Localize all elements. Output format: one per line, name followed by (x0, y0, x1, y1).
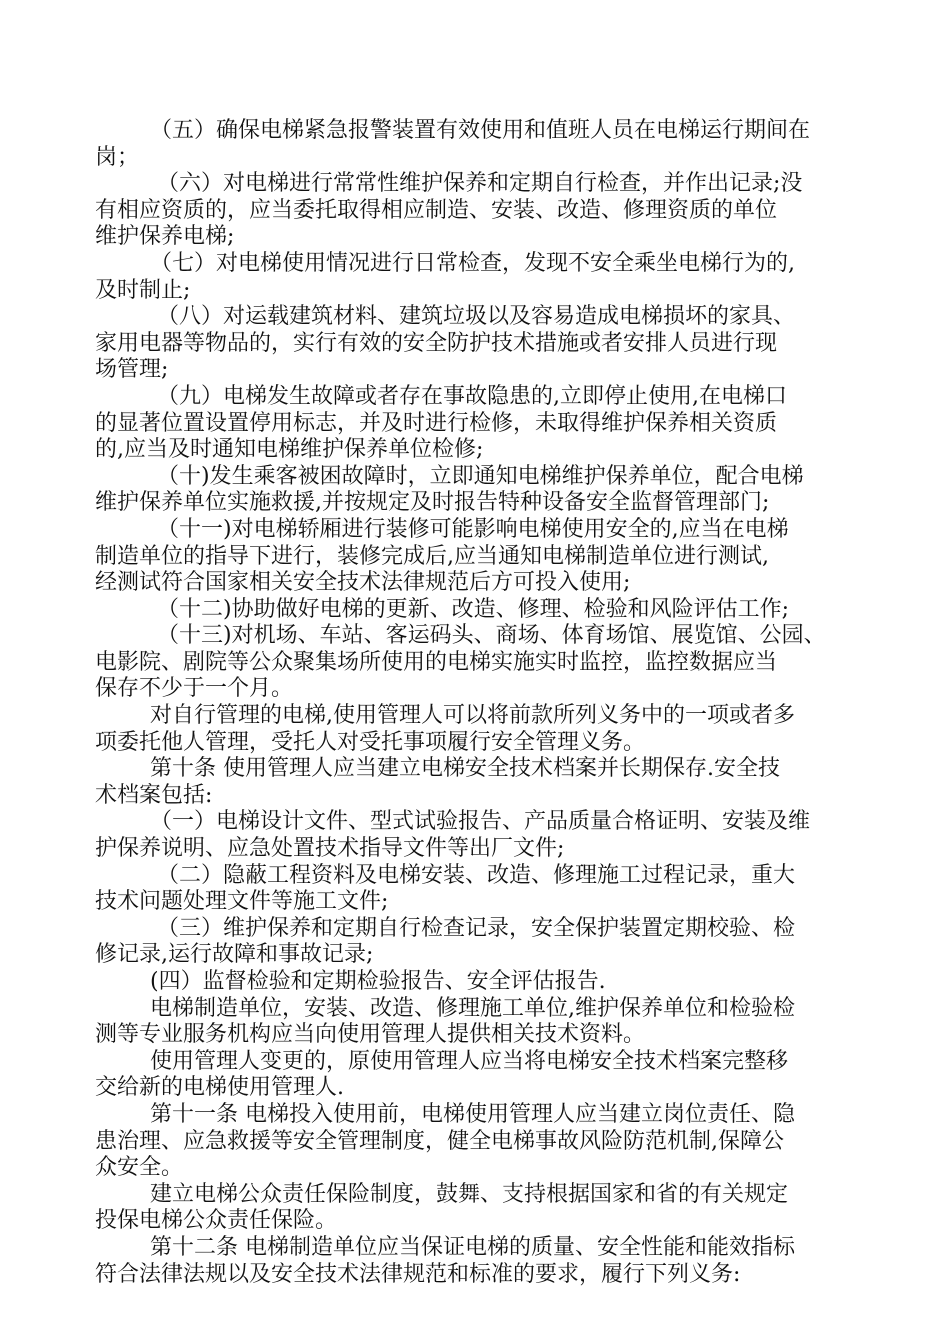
text-line: （六）对电梯进行常常性维护保养和定期自行检查，并作出记录;没 (157, 171, 803, 197)
text-line: 第十条 使用管理人应当建立电梯安全技术档案并长期保存.安全技 (150, 756, 780, 782)
text-line: 电梯制造单位，安装、改造、修理施工单位,维护保养单位和检验检 (150, 995, 795, 1021)
text-line: 维护保养单位实施救援,并按规定及时报告特种设备安全监督管理部门; (95, 490, 770, 516)
text-line: （十一)对电梯轿厢进行装修可能影响电梯使用安全的,应当在电梯 (157, 516, 789, 542)
text-line: （九）电梯发生故障或者存在事故隐患的,立即停止使用,在电梯口 (157, 383, 787, 409)
text-line: 术档案包括: (95, 782, 213, 808)
text-line: (四）监督检验和定期检验报告、安全评估报告. (150, 969, 606, 994)
text-line: 的,应当及时通知电梯维护保养单位检修; (95, 437, 484, 463)
text-line: 交给新的电梯使用管理人. (95, 1075, 344, 1101)
text-line: 患治理、应急救援等安全管理制度，健全电梯事故风险防范机制,保障公 (95, 1128, 784, 1154)
text-line: （十二)协助做好电梯的更新、改造、修理、检验和风险评估工作; (157, 596, 789, 622)
text-line: 经测试符合国家相关安全技术法律规范后方可投入使用; (95, 570, 631, 596)
text-line: （二）隐蔽工程资料及电梯安装、改造、修理施工过程记录，重大 (157, 862, 796, 888)
text-line: 家用电器等物品的，实行有效的安全防护技术措施或者安排人员进行现 (95, 330, 778, 356)
text-line: 投保电梯公众责任保险。 (95, 1208, 338, 1234)
text-line: 建立电梯公众责任保险制度，鼓舞、支持根据国家和省的有关规定 (150, 1181, 789, 1207)
text-line: 测等专业服务机构应当向使用管理人提供相关技术资料。 (95, 1022, 646, 1048)
text-line: 制造单位的指导下进行，装修完成后,应当通知电梯制造单位进行测试, (95, 543, 769, 569)
text-line: 保存不少于一个月。 (95, 676, 294, 702)
text-line: 项委托他人管理，受托人对受托事项履行安全管理义务。 (95, 729, 646, 755)
text-line: 电影院、剧院等公众聚集场所使用的电梯实施实时监控，监控数据应当 (95, 649, 778, 675)
text-line: 及时制止; (95, 277, 191, 303)
text-line: （七）对电梯使用情况进行日常检查，发现不安全乘坐电梯行为的, (150, 250, 795, 276)
document-body (95, 118, 865, 1288)
text-line: （八）对运载建筑材料、建筑垃圾以及容易造成电梯损坏的家具、 (157, 304, 796, 330)
text-line: 岗； (95, 144, 140, 170)
text-line: 第十二条 电梯制造单位应当保证电梯的质量、安全性能和能效指标 (150, 1234, 795, 1260)
text-line: （十)发生乘客被困故障时，立即通知电梯维护保养单位，配合电梯 (157, 463, 804, 489)
text-line: 使用管理人变更的，原使用管理人应当将电梯安全技术档案完整移 (150, 1048, 789, 1074)
text-line: 场管理; (95, 357, 169, 383)
text-line: （五）确保电梯紧急报警装置有效使用和值班人员在电梯运行期间在 (150, 118, 811, 143)
text-line: 对自行管理的电梯,使用管理人可以将前款所列义务中的一项或者多 (150, 703, 795, 729)
text-line: 护保养说明、应急处置技术指导文件等出厂文件; (95, 836, 565, 862)
text-line: （三）维护保养和定期自行检查记录，安全保护装置定期校验、检 (157, 915, 796, 941)
text-line: 修记录,运行故障和事故记录; (95, 942, 374, 968)
text-line: 符合法律法规以及安全技术法律规范和标准的要求，履行下列义务: (95, 1261, 741, 1287)
text-line: （十三)对机场、车站、客运码头、商场、体育场馆、展览馆、公园、 (157, 623, 826, 649)
text-line: 维护保养电梯; (95, 224, 235, 250)
text-line: （一）电梯设计文件、型式试验报告、产品质量合格证明、安装及维 (150, 809, 811, 835)
text-line: 技术问题处理文件等施工文件; (95, 889, 389, 915)
text-line: 有相应资质的，应当委托取得相应制造、安装、改造、修理资质的单位 (95, 197, 778, 223)
text-line: 第十一条 电梯投入使用前，电梯使用管理人应当建立岗位责任、隐 (150, 1101, 795, 1127)
text-line: 的显著位置设置停用标志，并及时进行检修，未取得维护保养相关资质 (95, 410, 778, 436)
text-line: 众安全。 (95, 1155, 184, 1181)
